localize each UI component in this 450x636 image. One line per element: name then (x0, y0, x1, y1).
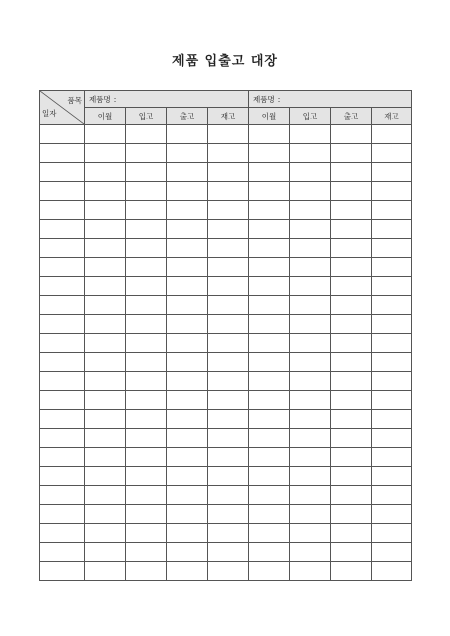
inventory-ledger-table (39, 90, 412, 581)
entry-cell[interactable] (331, 296, 372, 315)
entry-cell[interactable] (331, 391, 372, 410)
entry-cell[interactable] (290, 220, 331, 239)
entry-cell[interactable] (290, 467, 331, 486)
entry-cell[interactable] (372, 353, 412, 372)
entry-cell[interactable] (167, 467, 208, 486)
entry-cell[interactable] (85, 125, 126, 144)
entry-cell[interactable] (372, 410, 412, 429)
entry-cell[interactable] (290, 334, 331, 353)
entry-cell[interactable] (126, 467, 167, 486)
entry-cell[interactable] (372, 258, 412, 277)
entry-cell[interactable] (290, 524, 331, 543)
entry-cell[interactable] (167, 258, 208, 277)
entry-cell[interactable] (372, 372, 412, 391)
entry-cell[interactable] (167, 334, 208, 353)
date-cell[interactable] (40, 467, 85, 486)
table-row (40, 429, 412, 448)
entry-cell[interactable] (290, 391, 331, 410)
entry-cell[interactable] (167, 144, 208, 163)
table-row (40, 201, 412, 220)
entry-cell[interactable] (85, 258, 126, 277)
entry-cell[interactable] (167, 448, 208, 467)
entry-cell[interactable] (85, 543, 126, 562)
entry-cell[interactable] (331, 277, 372, 296)
entry-cell[interactable] (331, 125, 372, 144)
product-name-colon: : (277, 94, 281, 104)
entry-cell[interactable] (331, 220, 372, 239)
entry-cell[interactable] (85, 448, 126, 467)
corner-item-label: 품목 (67, 96, 82, 105)
entry-cell[interactable] (249, 220, 290, 239)
entry-cell[interactable] (249, 315, 290, 334)
entry-cell[interactable] (208, 391, 249, 410)
entry-cell[interactable] (126, 429, 167, 448)
table-row (40, 562, 412, 581)
entry-cell[interactable] (85, 505, 126, 524)
entry-cell[interactable] (372, 125, 412, 144)
entry-cell[interactable] (372, 334, 412, 353)
entry-cell[interactable] (331, 524, 372, 543)
entry-cell[interactable] (208, 543, 249, 562)
entry-cell[interactable] (167, 277, 208, 296)
entry-cell[interactable] (85, 486, 126, 505)
table-row (40, 524, 412, 543)
entry-cell[interactable] (372, 505, 412, 524)
entry-cell[interactable] (290, 486, 331, 505)
entry-cell[interactable] (372, 163, 412, 182)
entry-cell[interactable] (249, 543, 290, 562)
date-cell[interactable] (40, 524, 85, 543)
entry-cell[interactable] (372, 486, 412, 505)
entry-cell[interactable] (249, 505, 290, 524)
entry-cell[interactable] (126, 296, 167, 315)
entry-cell[interactable] (126, 543, 167, 562)
entry-cell[interactable] (290, 353, 331, 372)
entry-cell[interactable] (126, 353, 167, 372)
entry-cell[interactable] (126, 448, 167, 467)
entry-cell[interactable] (372, 562, 412, 581)
entry-cell[interactable] (167, 182, 208, 201)
entry-cell[interactable] (290, 562, 331, 581)
entry-cell[interactable] (208, 467, 249, 486)
entry-cell[interactable] (85, 353, 126, 372)
entry-cell[interactable] (208, 448, 249, 467)
date-cell[interactable] (40, 201, 85, 220)
entry-cell[interactable] (372, 182, 412, 201)
entry-cell[interactable] (331, 334, 372, 353)
entry-cell[interactable] (372, 524, 412, 543)
entry-cell[interactable] (126, 201, 167, 220)
entry-cell[interactable] (167, 239, 208, 258)
entry-cell[interactable] (126, 334, 167, 353)
entry-cell[interactable] (372, 315, 412, 334)
item-date-corner-cell (40, 91, 85, 125)
entry-cell[interactable] (126, 505, 167, 524)
table-row (40, 505, 412, 524)
table-row (40, 372, 412, 391)
entry-cell[interactable] (126, 163, 167, 182)
entry-cell[interactable] (372, 201, 412, 220)
entry-cell[interactable] (249, 353, 290, 372)
entry-cell[interactable] (85, 220, 126, 239)
entry-cell[interactable] (249, 125, 290, 144)
entry-cell[interactable] (167, 315, 208, 334)
entry-cell[interactable] (208, 163, 249, 182)
entry-cell[interactable] (126, 562, 167, 581)
entry-cell[interactable] (208, 486, 249, 505)
entry-cell[interactable] (372, 220, 412, 239)
entry-cell[interactable] (249, 467, 290, 486)
entry-cell[interactable] (126, 258, 167, 277)
entry-cell[interactable] (249, 201, 290, 220)
table-row (40, 543, 412, 562)
entry-cell[interactable] (249, 391, 290, 410)
entry-cell[interactable] (126, 125, 167, 144)
entry-cell[interactable] (208, 277, 249, 296)
table-row (40, 486, 412, 505)
date-cell[interactable] (40, 182, 85, 201)
entry-cell[interactable] (167, 524, 208, 543)
entry-cell[interactable] (249, 296, 290, 315)
product-name-label: 제품명 (253, 94, 275, 104)
entry-cell[interactable] (331, 486, 372, 505)
col-outbound: 출고 (331, 108, 372, 125)
date-cell[interactable] (40, 315, 85, 334)
entry-cell[interactable] (331, 562, 372, 581)
entry-cell[interactable] (249, 562, 290, 581)
entry-cell[interactable] (167, 562, 208, 581)
entry-cell[interactable] (249, 182, 290, 201)
date-cell[interactable] (40, 486, 85, 505)
corner-date-label: 일자 (42, 109, 57, 118)
table-row (40, 315, 412, 334)
entry-cell[interactable] (85, 163, 126, 182)
entry-cell[interactable] (372, 448, 412, 467)
entry-cell[interactable] (126, 372, 167, 391)
entry-cell[interactable] (249, 448, 290, 467)
entry-cell[interactable] (126, 486, 167, 505)
entry-cell[interactable] (290, 296, 331, 315)
date-cell[interactable] (40, 410, 85, 429)
entry-cell[interactable] (331, 239, 372, 258)
entry-cell[interactable] (331, 201, 372, 220)
entry-cell[interactable] (290, 144, 331, 163)
entry-cell[interactable] (126, 315, 167, 334)
entry-cell[interactable] (290, 429, 331, 448)
entry-cell[interactable] (290, 543, 331, 562)
entry-cell[interactable] (208, 334, 249, 353)
entry-cell[interactable] (208, 562, 249, 581)
entry-cell[interactable] (208, 182, 249, 201)
date-cell[interactable] (40, 239, 85, 258)
entry-cell[interactable] (249, 429, 290, 448)
entry-cell[interactable] (85, 144, 126, 163)
entry-cell[interactable] (167, 410, 208, 429)
date-cell[interactable] (40, 372, 85, 391)
table-row (40, 182, 412, 201)
entry-cell[interactable] (372, 543, 412, 562)
table-row (40, 410, 412, 429)
entry-cell[interactable] (167, 486, 208, 505)
entry-cell[interactable] (372, 467, 412, 486)
entry-cell[interactable] (372, 391, 412, 410)
entry-cell[interactable] (126, 391, 167, 410)
entry-cell[interactable] (85, 296, 126, 315)
entry-cell[interactable] (331, 429, 372, 448)
entry-cell[interactable] (249, 410, 290, 429)
date-cell[interactable] (40, 543, 85, 562)
date-cell[interactable] (40, 353, 85, 372)
entry-cell[interactable] (290, 448, 331, 467)
date-cell[interactable] (40, 163, 85, 182)
entry-cell[interactable] (290, 410, 331, 429)
date-cell[interactable] (40, 429, 85, 448)
entry-cell[interactable] (208, 220, 249, 239)
entry-cell[interactable] (85, 562, 126, 581)
entry-cell[interactable] (85, 277, 126, 296)
entry-cell[interactable] (208, 524, 249, 543)
date-cell[interactable] (40, 391, 85, 410)
entry-cell[interactable] (372, 429, 412, 448)
entry-cell[interactable] (290, 505, 331, 524)
entry-cell[interactable] (372, 296, 412, 315)
entry-cell[interactable] (331, 410, 372, 429)
entry-cell[interactable] (290, 277, 331, 296)
entry-cell[interactable] (167, 220, 208, 239)
entry-cell[interactable] (208, 410, 249, 429)
col-inbound: 입고 (290, 108, 331, 125)
entry-cell[interactable] (331, 315, 372, 334)
document-title: 제품 입출고 대장 (172, 54, 278, 69)
entry-cell[interactable] (290, 125, 331, 144)
entry-cell[interactable] (331, 543, 372, 562)
col-outbound: 출고 (167, 108, 208, 125)
entry-cell[interactable] (208, 144, 249, 163)
entry-cell[interactable] (249, 277, 290, 296)
entry-cell[interactable] (85, 201, 126, 220)
entry-cell[interactable] (290, 201, 331, 220)
table-row (40, 239, 412, 258)
table-row (40, 448, 412, 467)
entry-cell[interactable] (208, 125, 249, 144)
table-row (40, 334, 412, 353)
date-cell[interactable] (40, 334, 85, 353)
entry-cell[interactable] (331, 353, 372, 372)
entry-cell[interactable] (208, 239, 249, 258)
entry-cell[interactable] (331, 258, 372, 277)
entry-cell[interactable] (290, 315, 331, 334)
entry-cell[interactable] (167, 505, 208, 524)
entry-cell[interactable] (249, 334, 290, 353)
entry-cell[interactable] (167, 201, 208, 220)
entry-cell[interactable] (331, 182, 372, 201)
col-stock: 재고 (208, 108, 249, 125)
entry-cell[interactable] (167, 125, 208, 144)
entry-cell[interactable] (208, 201, 249, 220)
table-row (40, 391, 412, 410)
date-cell[interactable] (40, 505, 85, 524)
entry-cell[interactable] (85, 429, 126, 448)
col-inbound: 입고 (126, 108, 167, 125)
table-row (40, 467, 412, 486)
product-name-group-1[interactable] (85, 91, 249, 108)
entry-cell[interactable] (331, 144, 372, 163)
entry-cell[interactable] (208, 353, 249, 372)
entry-cell[interactable] (126, 410, 167, 429)
date-cell[interactable] (40, 220, 85, 239)
entry-cell[interactable] (290, 163, 331, 182)
entry-cell[interactable] (372, 277, 412, 296)
entry-cell[interactable] (85, 410, 126, 429)
entry-cell[interactable] (249, 524, 290, 543)
entry-cell[interactable] (290, 182, 331, 201)
entry-cell[interactable] (208, 258, 249, 277)
table-row (40, 296, 412, 315)
table-row (40, 144, 412, 163)
date-cell[interactable] (40, 144, 85, 163)
entry-cell[interactable] (126, 182, 167, 201)
date-cell[interactable] (40, 296, 85, 315)
entry-cell[interactable] (85, 391, 126, 410)
entry-cell[interactable] (85, 467, 126, 486)
col-stock: 재고 (372, 108, 412, 125)
entry-cell[interactable] (208, 372, 249, 391)
entry-cell[interactable] (85, 239, 126, 258)
product-name-group-2[interactable] (249, 91, 412, 108)
table-row (40, 163, 412, 182)
col-carryover: 이월 (85, 108, 126, 125)
date-cell[interactable] (40, 448, 85, 467)
entry-cell[interactable] (208, 429, 249, 448)
table-row (40, 353, 412, 372)
entry-cell[interactable] (85, 182, 126, 201)
table-row (40, 258, 412, 277)
entry-cell[interactable] (331, 467, 372, 486)
product-name-label: 제품명 (89, 94, 111, 104)
date-cell[interactable] (40, 125, 85, 144)
entry-cell[interactable] (331, 163, 372, 182)
entry-cell[interactable] (85, 334, 126, 353)
entry-cell[interactable] (372, 144, 412, 163)
table-row (40, 220, 412, 239)
entry-cell[interactable] (85, 524, 126, 543)
date-cell[interactable] (40, 277, 85, 296)
date-cell[interactable] (40, 562, 85, 581)
entry-cell[interactable] (290, 372, 331, 391)
entry-cell[interactable] (249, 144, 290, 163)
entry-cell[interactable] (167, 163, 208, 182)
entry-cell[interactable] (331, 372, 372, 391)
entry-cell[interactable] (249, 239, 290, 258)
entry-cell[interactable] (208, 505, 249, 524)
table-row (40, 125, 412, 144)
date-cell[interactable] (40, 258, 85, 277)
entry-cell[interactable] (249, 486, 290, 505)
product-name-colon: : (113, 94, 117, 104)
entry-cell[interactable] (208, 296, 249, 315)
entry-cell[interactable] (126, 220, 167, 239)
entry-cell[interactable] (290, 258, 331, 277)
entry-cell[interactable] (167, 391, 208, 410)
entry-cell[interactable] (249, 258, 290, 277)
entry-cell[interactable] (126, 277, 167, 296)
entry-cell[interactable] (126, 239, 167, 258)
entry-cell[interactable] (85, 372, 126, 391)
entry-cell[interactable] (290, 239, 331, 258)
entry-cell[interactable] (167, 372, 208, 391)
entry-cell[interactable] (167, 296, 208, 315)
entry-cell[interactable] (167, 429, 208, 448)
col-carryover: 이월 (249, 108, 290, 125)
entry-cell[interactable] (126, 144, 167, 163)
table-row (40, 277, 412, 296)
entry-cell[interactable] (249, 163, 290, 182)
entry-cell[interactable] (208, 315, 249, 334)
entry-cell[interactable] (126, 524, 167, 543)
entry-cell[interactable] (372, 239, 412, 258)
entry-cell[interactable] (249, 372, 290, 391)
entry-cell[interactable] (167, 543, 208, 562)
entry-cell[interactable] (85, 315, 126, 334)
entry-cell[interactable] (331, 505, 372, 524)
ledger-body (40, 125, 412, 581)
entry-cell[interactable] (167, 353, 208, 372)
entry-cell[interactable] (331, 448, 372, 467)
